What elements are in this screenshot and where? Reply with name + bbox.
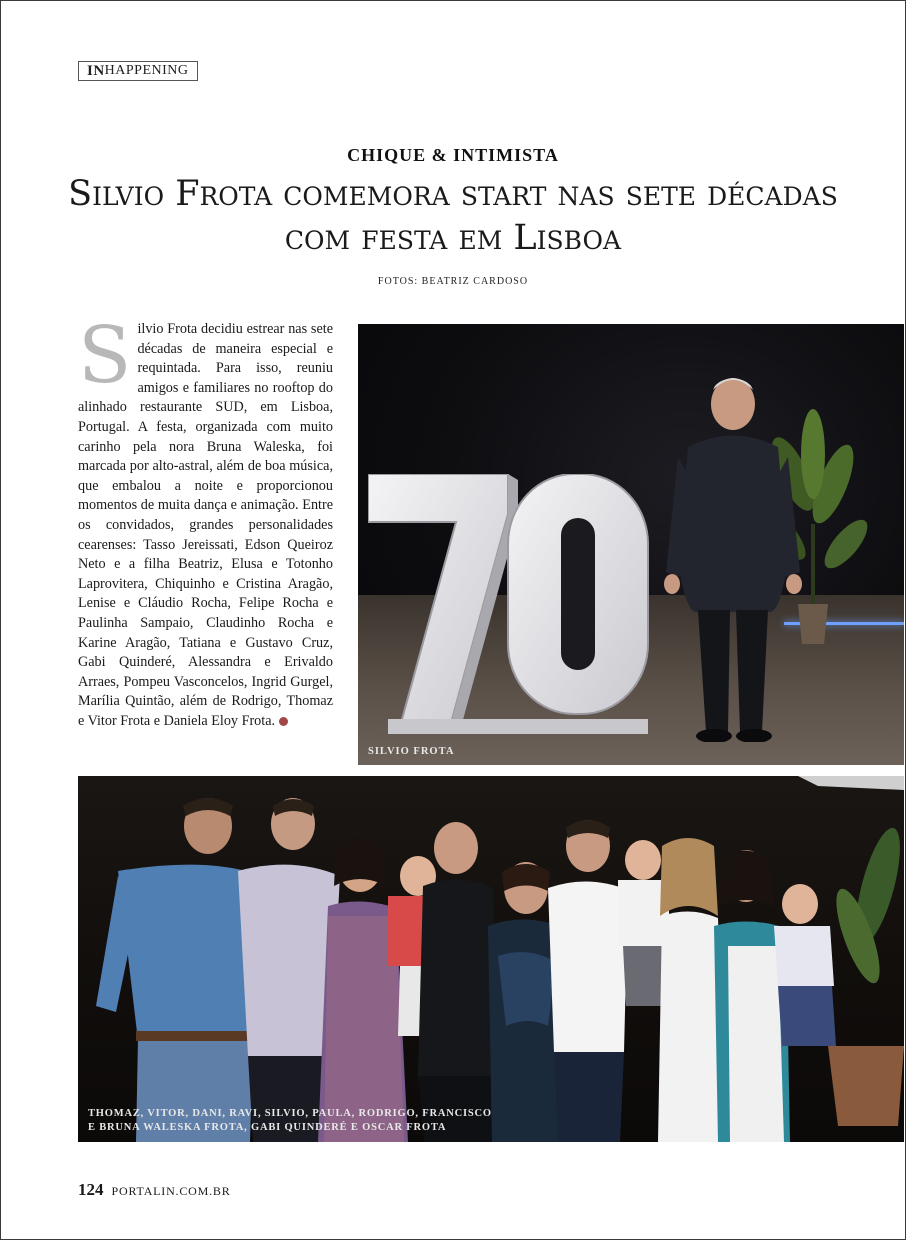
page-footer: [78, 1180, 231, 1200]
photo-credit: FOTOS: BEATRIZ CARDOSO: [377, 276, 529, 287]
photo-two-caption: [88, 1107, 548, 1135]
body-text: ilvio Frota decidiu estrear nas sete décadas de maneira especial e requintada. Para isso, reuniu amigos e familiares no rooftop do alinhado restaurante SUD, em Lisboa, Portugal. A festa, organizada com muito carinho pela nora Bruna Waleska, foi marcada por alto-astral, além de boa música, que embalou a noite e proporcionou momentos de muita dança e animação. Entre os convidados, grandes personalidades cearenses: Tasso Jereissati, Edson Queiroz Neto e a filha Beatriz, Elusa e Totonho Laprovitera, Chiquinho e Cristina Aragão, Lenise e Cláudio Rocha, Felipe Rocha e Paulinha Sampaio, Claudinho Rocha e Karine Aragão, Tatiana e Gustavo Cruz, Gabi Quinderé, Alessandra e Erivaldo Arraes, Pompeu Vasconcelos, Ingrid Gurgel, Marília Quintão, além de Rodrigo, Thomaz e Vitor Frota e Daniela Eloy Frota.: [78, 321, 333, 729]
photo-silvio-frota: [358, 324, 904, 765]
drop-cap: S: [78, 311, 132, 401]
man-standing-figure: [658, 362, 808, 742]
family-group-figures: [78, 776, 904, 1142]
site-url: PORTALIN.COM.BR: [111, 1184, 231, 1198]
photo-two-caption-line-2: E BRUNA WALESKA FROTA, GABI QUINDERÉ E OSCAR FROTA: [88, 1122, 447, 1133]
photo-family-group: [78, 776, 904, 1142]
photo-two-caption-line-1: THOMAZ, VITOR, DANI, RAVI, SILVIO, PAULA, RODRIGO, FRANCISCO: [88, 1108, 492, 1119]
seventy-marquee-sign: [368, 474, 658, 734]
section-tag: [78, 61, 198, 81]
photo-one-caption: SILVIO FROTA: [368, 746, 455, 757]
body-copy: [78, 311, 333, 731]
headline: Silvio Frota comemora start nas sete décadas com festa em Lisboa: [68, 174, 838, 258]
section-tag-strong: IN: [87, 62, 105, 79]
section-tag-rest: HAPPENING: [104, 63, 189, 78]
kicker: CHIQUE & INTIMISTA: [347, 145, 559, 165]
page-number: 124: [78, 1180, 104, 1199]
end-mark-icon: [279, 717, 288, 726]
